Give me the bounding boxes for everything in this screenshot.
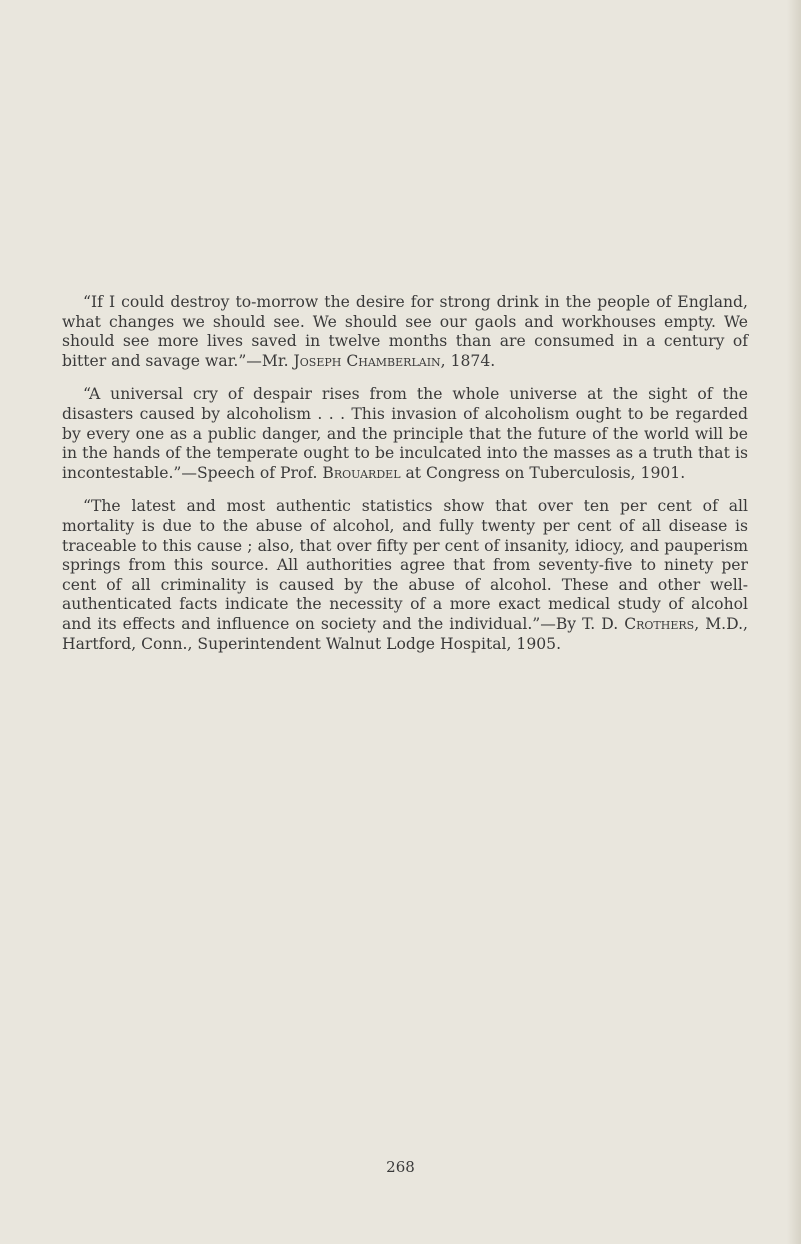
quote-source-name: Crothers: [624, 614, 695, 633]
quote-text: “If I could destroy to-morrow the desire for strong drink in the people of England, what changes we should see. We should see our gaols and workhouses empty. We should see more lives saved in twelve months than are consumed in a century of bitter and savage war.”—Mr.: [62, 293, 748, 370]
quote-source-tail: , 1874.: [440, 351, 496, 370]
quote-crothers: [62, 497, 748, 654]
page-edge: [787, 0, 801, 1244]
quote-source-tail: , M.D., Hartford, Conn., Superintendent Walnut Lodge Hospital, 1905.: [62, 614, 748, 653]
quote-text: “The latest and most authentic statistics show that over ten per cent of all mortality is due to the abuse of alcohol, and fully twenty per cent of all disease is traceable to this cause ; also, that over fifty per cent of insanity, idiocy, and pauperism springs from this source. All authorities agree that from seventy-five to ninety per cent of all criminality is caused by the abuse of alcohol. These and other well-authenticated facts indicate the necessity of a more exact medical study of alcohol and its effects and influence on society and the individual.”—By T. D.: [62, 497, 748, 633]
quote-brouardel: [62, 385, 748, 483]
page-number: 268: [386, 1158, 415, 1176]
quotation-block: [62, 293, 748, 668]
quote-source-name: Joseph Chamberlain: [293, 351, 441, 370]
quote-text: “A universal cry of despair rises from the whole universe at the sight of the disasters caused by alcoholism . . . This invasion of alcoholism ought to be regarded by every one as a public danger, and the principle that the future of the world will be in the hands of the temperate ought to be inculcated into the masses as a truth that is incontestable.”—Speech of Prof.: [62, 385, 748, 482]
quote-source-tail: at Congress on Tuberculosis, 1901.: [400, 463, 686, 482]
quote-chamberlain: [62, 293, 748, 371]
quote-source-name: Brouardel: [322, 463, 401, 482]
